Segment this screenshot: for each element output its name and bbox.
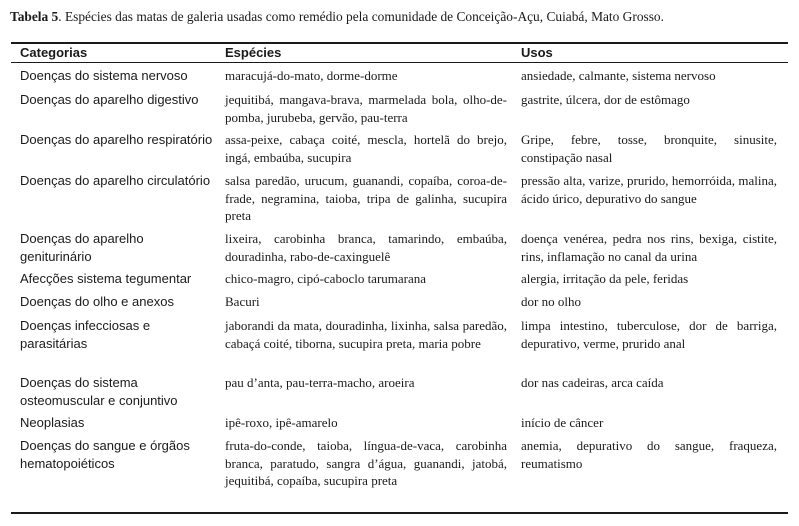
row-categoria: Doenças do aparelho geniturinário: [20, 231, 144, 264]
row-categoria: Neoplasias: [20, 415, 85, 430]
row-usos: limpa intestino, tuberculose, dor de barriga, depurativo, verme, prurido anal: [521, 318, 777, 351]
row-usos: alergia, irritação da pele, feridas: [521, 271, 689, 286]
row-especies: chico-magro, cipó-caboclo tarumarana: [225, 271, 427, 286]
row-especies: ipê-roxo, ipê-amarelo: [225, 415, 338, 430]
header-especies: Espécies: [225, 45, 282, 60]
row-usos: doença venérea, pedra nos rins, bexiga, cistite, rins, inflamação no canal da urina: [521, 231, 777, 264]
row-categoria: Doenças infecciosas e parasitárias: [20, 318, 151, 351]
row-especies: maracujá-do-mato, dorme-dorme: [225, 68, 398, 83]
row-usos: ansiedade, calmante, sistema nervoso: [521, 68, 716, 83]
row-categoria: Doenças do sistema osteomuscular e conjuntivo: [20, 375, 178, 408]
row-especies: pau d’anta, pau-terra-macho, aroeira: [225, 375, 415, 390]
table-caption-label: Tabela 5: [10, 9, 59, 24]
row-categoria: Doenças do aparelho digestivo: [20, 92, 199, 107]
row-categoria: Doenças do sistema nervoso: [20, 68, 188, 83]
row-categoria: Doenças do olho e anexos: [20, 294, 174, 309]
row-usos: início de câncer: [521, 415, 604, 430]
row-usos: dor nas cadeiras, arca caída: [521, 375, 664, 390]
row-especies: assa-peixe, cabaça coité, mescla, hortelã do brejo, ingá, embaúba, sucupira: [225, 132, 507, 165]
row-usos: Gripe, febre, tosse, bronquite, sinusite, constipação nasal: [521, 132, 777, 165]
table-caption-text: . Espécies das matas de galeria usadas como remédio pela comunidade de Conceição-Açu, Cuiabá, Mato Grosso.: [58, 9, 664, 24]
row-especies: jaborandi da mata, douradinha, lixinha, salsa paredão, cabaçá coité, tiborna, sucupira preta, maria pobre: [225, 318, 507, 351]
table-header-rule: [11, 62, 788, 63]
table-top-rule: [11, 42, 788, 44]
row-categoria: Afecções sistema tegumentar: [20, 271, 192, 286]
header-usos: Usos: [521, 45, 553, 60]
row-categoria: Doenças do aparelho respiratório: [20, 132, 213, 147]
row-especies: salsa paredão, urucum, guanandi, copaíba, coroa-de-frade, negramina, taioba, tripa de galinha, sucupira preta: [225, 173, 507, 223]
table-caption: [10, 9, 664, 25]
row-usos: pressão alta, varize, prurido, hemorróida, malina, ácido úrico, depurativo do sangue: [521, 173, 777, 206]
row-usos: anemia, depurativo do sangue, fraqueza, reumatismo: [521, 438, 777, 471]
row-especies: lixeira, carobinha branca, tamarindo, embaúba, douradinha, rabo-de-caxinguelê: [225, 231, 507, 264]
row-especies: jequitibá, mangava-brava, marmelada bola, olho-de-pomba, jurubeba, gervão, pau-terra: [225, 92, 507, 125]
header-categorias: Categorias: [20, 45, 88, 60]
row-especies: Bacuri: [225, 294, 260, 309]
row-categoria: Doenças do aparelho circulatório: [20, 173, 211, 188]
table-bottom-rule: [11, 512, 788, 514]
row-usos: gastrite, úlcera, dor de estômago: [521, 92, 690, 107]
row-especies: fruta-do-conde, taioba, língua-de-vaca, carobinha branca, paratudo, sangra d’água, guanandi, jatobá, jequitibá, copaíba, sucupira preta: [225, 438, 507, 488]
row-categoria: Doenças do sangue e órgãos hematopoiéticos: [20, 438, 190, 471]
row-usos: dor no olho: [521, 294, 581, 309]
